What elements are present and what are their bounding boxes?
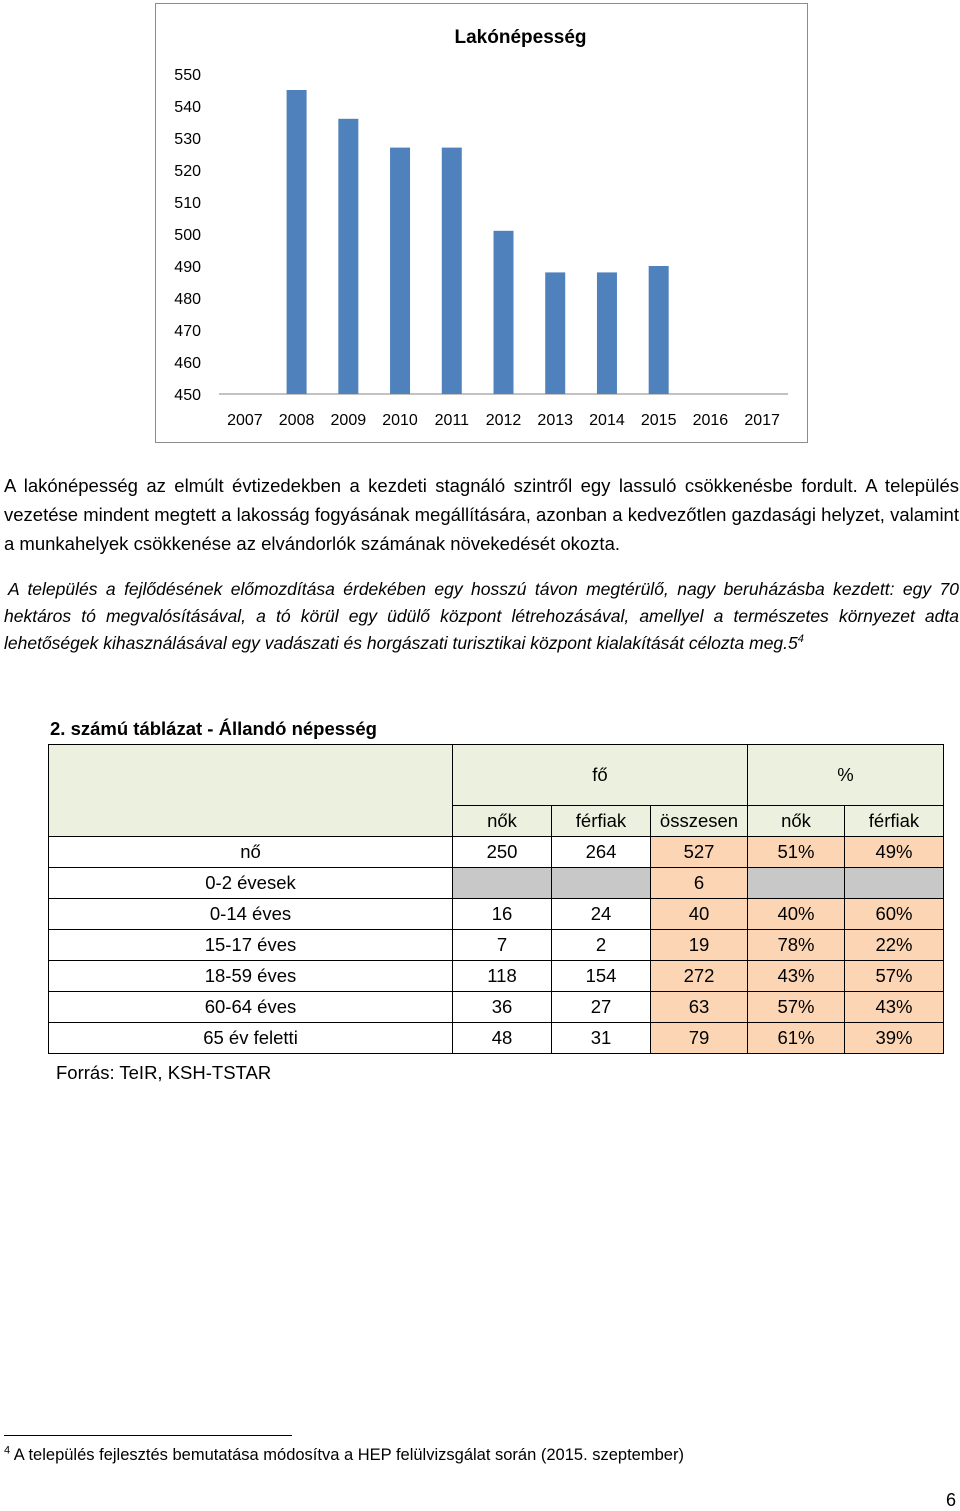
row-label: 65 év feletti <box>49 1023 453 1054</box>
row-label: 60-64 éves <box>49 992 453 1023</box>
row-label: nő <box>49 837 453 868</box>
table-corner-cell <box>49 745 453 837</box>
x-tick-label: 2014 <box>589 412 625 429</box>
footnote-separator <box>4 1435 292 1436</box>
y-tick-label: 490 <box>174 259 201 276</box>
cell-ferfiak-pct: 43% <box>845 992 944 1023</box>
x-tick-label: 2016 <box>692 412 729 429</box>
bar-2011 <box>442 148 462 394</box>
population-table <box>48 744 944 1054</box>
table-caption: 2. számú táblázat - Állandó népesség <box>50 718 377 739</box>
cell-osszesen: 6 <box>651 868 748 899</box>
row-label: 0-14 éves <box>49 899 453 930</box>
y-tick-label: 460 <box>174 355 201 372</box>
cell-ferfiak-pct: 49% <box>845 837 944 868</box>
cell-ferfiak-pct: 57% <box>845 961 944 992</box>
cell-ferfiak: 31 <box>552 1023 651 1054</box>
cell-ferfiak-pct <box>845 868 944 899</box>
cell-nok: 7 <box>453 930 552 961</box>
table-row <box>49 899 944 930</box>
row-label: 15-17 éves <box>49 930 453 961</box>
table-source: Forrás: TeIR, KSH-TSTAR <box>56 1062 272 1083</box>
group-header-percent: % <box>748 745 944 806</box>
cell-osszesen: 40 <box>651 899 748 930</box>
x-tick-label: 2008 <box>278 412 315 429</box>
cell-osszesen: 63 <box>651 992 748 1023</box>
y-tick-label: 450 <box>174 387 201 404</box>
x-tick-label: 2015 <box>640 412 677 429</box>
x-tick-label: 2007 <box>227 412 263 429</box>
chart-title: Lakónépesség <box>454 27 587 48</box>
row-label: 18-59 éves <box>49 961 453 992</box>
column-header-ferfiak-pct: férfiak <box>845 806 944 837</box>
cell-osszesen: 527 <box>651 837 748 868</box>
table-row <box>49 961 944 992</box>
cell-ferfiak-pct: 22% <box>845 930 944 961</box>
cell-nok: 16 <box>453 899 552 930</box>
cell-nok-pct: 61% <box>748 1023 845 1054</box>
cell-nok-pct: 43% <box>748 961 845 992</box>
x-tick-label: 2010 <box>382 412 418 429</box>
column-header-ferfiak: férfiak <box>552 806 651 837</box>
table-row <box>49 930 944 961</box>
paragraph-development <box>4 576 959 657</box>
paragraph-population-trend: A lakónépesség az elmúlt évtizedekben a kezdeti stagnáló szintről egy lassuló csökkenésbe fordult. A település vezetése mindent megtett a lakosság fogyásának megállítására, azonban a kedvezőtlen gazdasági helyzet, valamint a munkahelyek csökkenése az elvándorlók számának növekedését okozta. <box>4 475 959 554</box>
x-tick-label: 2009 <box>330 412 367 429</box>
cell-nok: 36 <box>453 992 552 1023</box>
footnote-number: 4 <box>4 1444 11 1457</box>
table-row <box>49 992 944 1023</box>
cell-nok-pct <box>748 868 845 899</box>
paragraph-development-text: A település a fejlődésének előmozdítása érdekében egy hosszú távon megtérülő, nagy beruházásba kezdett: egy 70 hektáros tó megvalósításával, a tó körül egy üdülő központ létrehozásával, amellyel a természetes környezet adta lehetőségek kihasználásával egy vadászati és horgászati turisztikai központ kialakítását célozta meg.5 <box>4 579 959 653</box>
cell-osszesen: 79 <box>651 1023 748 1054</box>
cell-nok-pct: 51% <box>748 837 845 868</box>
page-number: 6 <box>945 1490 956 1510</box>
x-tick-label: 2011 <box>434 412 469 429</box>
footnote <box>4 1446 684 1465</box>
table-row <box>49 837 944 868</box>
table-row <box>49 1023 944 1054</box>
cell-nok-pct: 40% <box>748 899 845 930</box>
cell-osszesen: 272 <box>651 961 748 992</box>
column-header-nok-pct: nők <box>748 806 845 837</box>
y-tick-label: 480 <box>174 291 201 308</box>
footnote-reference: 4 <box>797 633 804 646</box>
cell-nok-pct: 78% <box>748 930 845 961</box>
y-tick-label: 470 <box>174 323 201 340</box>
cell-ferfiak: 27 <box>552 992 651 1023</box>
cell-ferfiak: 24 <box>552 899 651 930</box>
bar-2012 <box>494 231 514 394</box>
population-chart <box>155 3 808 443</box>
x-tick-label: 2017 <box>744 412 780 429</box>
cell-nok <box>453 868 552 899</box>
column-header-osszesen: összesen <box>651 806 748 837</box>
cell-nok: 118 <box>453 961 552 992</box>
cell-ferfiak: 264 <box>552 837 651 868</box>
bar-2009 <box>338 119 358 394</box>
y-tick-label: 540 <box>174 99 201 116</box>
cell-ferfiak: 2 <box>552 930 651 961</box>
row-label: 0-2 évesek <box>49 868 453 899</box>
bar-2010 <box>390 148 410 394</box>
column-header-nok: nők <box>453 806 552 837</box>
x-tick-label: 2012 <box>485 412 522 429</box>
y-tick-label: 500 <box>174 227 201 244</box>
footnote-text: A település fejlesztés bemutatása módosítva a HEP felülvizsgálat során (2015. szeptember) <box>10 1446 684 1464</box>
y-tick-label: 550 <box>174 67 201 84</box>
table-row <box>49 868 944 899</box>
population-bar-chart-svg <box>156 4 807 442</box>
cell-ferfiak-pct: 39% <box>845 1023 944 1054</box>
y-tick-label: 520 <box>174 163 201 180</box>
bar-2015 <box>649 266 669 394</box>
table-group-header-row <box>49 745 944 806</box>
y-tick-label: 530 <box>174 131 201 148</box>
cell-nok: 48 <box>453 1023 552 1054</box>
group-header-fo: fő <box>453 745 748 806</box>
cell-ferfiak-pct: 60% <box>845 899 944 930</box>
bar-2013 <box>545 272 565 394</box>
bar-2008 <box>287 90 307 394</box>
cell-ferfiak <box>552 868 651 899</box>
bar-2014 <box>597 272 617 394</box>
cell-ferfiak: 154 <box>552 961 651 992</box>
cell-nok-pct: 57% <box>748 992 845 1023</box>
cell-osszesen: 19 <box>651 930 748 961</box>
x-tick-label: 2013 <box>537 412 574 429</box>
y-tick-label: 510 <box>174 195 201 212</box>
cell-nok: 250 <box>453 837 552 868</box>
